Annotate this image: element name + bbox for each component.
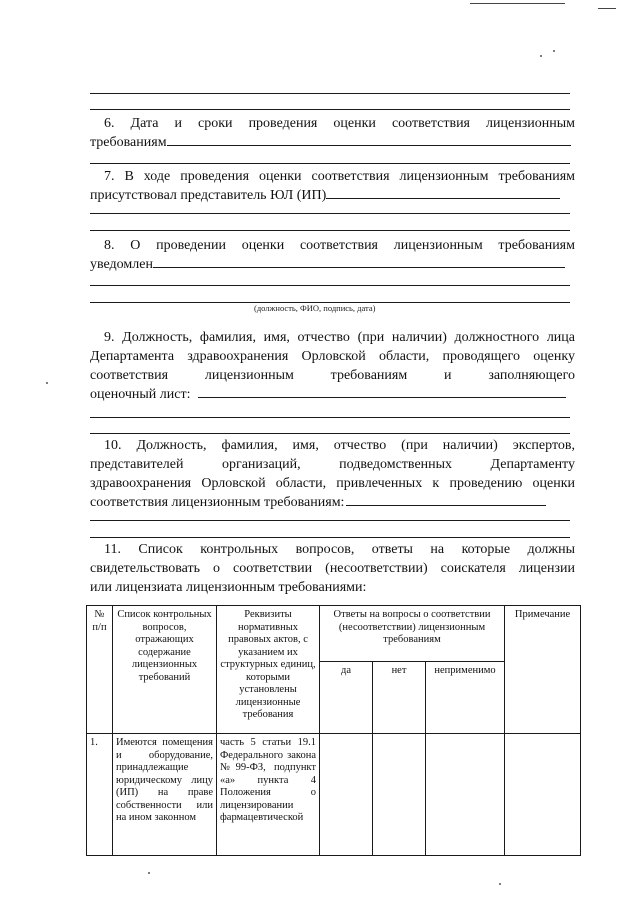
section-7 [90,167,575,205]
scan-edge-line [470,3,565,4]
section-6-text: 6. Дата и сроки проведения оценки соответствия лицензионным [104,116,575,131]
row-answer-not-applicable[interactable] [426,734,505,856]
section-8-tail: уведомлен [90,257,153,272]
section-11-line-3: или лицензиата лицензионным требованиями: [90,580,367,595]
table-header-row [87,606,581,662]
section-9-line-1: 9. Должность, фамилия, имя, отчество (при наличии) должностного лица [104,330,575,345]
section-8 [90,236,575,274]
scan-speck [553,50,555,52]
row-num: 1. [87,734,113,856]
row-note[interactable] [505,734,581,856]
checklist-table [86,605,581,856]
header-answers: Ответы на вопросы о соответствии (несоответствии) лицензионным требованиям [320,606,505,662]
blank-line [90,230,570,231]
section-10 [90,436,575,512]
scan-speck [499,883,501,885]
section-6-fill-line [167,133,571,146]
section-8-fill-line [153,255,565,268]
table-row [87,734,581,856]
row-requisite: часть 5 статьи 19.1 Федерального закона №99-ФЗ, подпункт «а» пункта 4 Положения о лицензировании фармацевтической [217,734,320,856]
header-not-applicable: неприменимо [426,662,505,734]
section-9-tail-line [90,385,575,404]
section-9-tail: оценочный лист: [90,387,191,402]
section-6-tail: требованиям [90,135,167,150]
section-8-tail-line [90,255,575,274]
section-7-text: 7. В ходе проведения оценки соответствия лицензионным требованиям [104,169,575,184]
blank-line [90,285,570,286]
row-question: Имеются помещения и оборудование, принадлежащие юридическому лицу (ИП) на праве собственности или на ином законном [113,734,217,856]
section-10-fill-line [346,493,546,506]
section-10-tail: соответствия лицензионным требованиям: [90,495,345,510]
header-question-list: Список контрольных вопросов, отражающих содержание лицензионных требований [113,606,217,734]
section-10-line-2: представителей организаций, подведомственных Департаменту [90,457,575,472]
scan-edge-line [598,8,616,9]
section-6-tail-line [90,133,575,152]
section-7-fill-line [326,186,560,199]
row-answer-yes[interactable] [320,734,373,856]
section-11-line-1: 11. Список контрольных вопросов, ответы на которые должны [104,542,575,557]
section-6 [90,114,575,152]
header-num: № п/п [87,606,113,734]
header-requisites: Реквизиты нормативных правовых актов, с указанием их структурных единиц, которыми установлены лицензионные требования [217,606,320,734]
row-answer-no[interactable] [373,734,426,856]
section-9 [90,328,575,404]
scan-speck [148,872,150,874]
scan-speck [540,55,542,57]
blank-line [90,109,570,110]
section-11-line-2: свидетельствовать о соответствии (несоответствии) соискателя лицензии [90,561,575,576]
section-10-line-3: здравоохранения Орловской области, привлеченных к проведению оценки [90,476,575,491]
header-note: Примечание [505,606,581,734]
section-7-tail: присутствовал представитель ЮЛ (ИП) [90,188,327,203]
section-9-fill-line [198,385,566,398]
blank-line [90,537,570,538]
section-10-tail-line [90,493,575,512]
blank-line [90,213,570,214]
scan-speck [46,382,48,384]
header-no: нет [373,662,426,734]
section-7-tail-line [90,186,575,205]
section-10-line-1: 10. Должность, фамилия, имя, отчество (при наличии) экспертов, [104,438,575,453]
section-8-text: 8. О проведении оценки соответствия лицензионным требованиям [104,238,575,253]
blank-line [90,163,570,164]
blank-line [90,417,570,418]
blank-line [90,433,570,434]
section-11 [90,540,575,597]
section-9-line-3: соответствия лицензионным требованиям и заполняющего [90,368,575,383]
header-yes: да [320,662,373,734]
signature-caption: (должность, ФИО, подпись, дата) [254,303,376,313]
blank-line [90,93,570,94]
section-9-line-2: Департамента здравоохранения Орловской области, проводящего оценку [90,349,575,364]
blank-line [90,520,570,521]
